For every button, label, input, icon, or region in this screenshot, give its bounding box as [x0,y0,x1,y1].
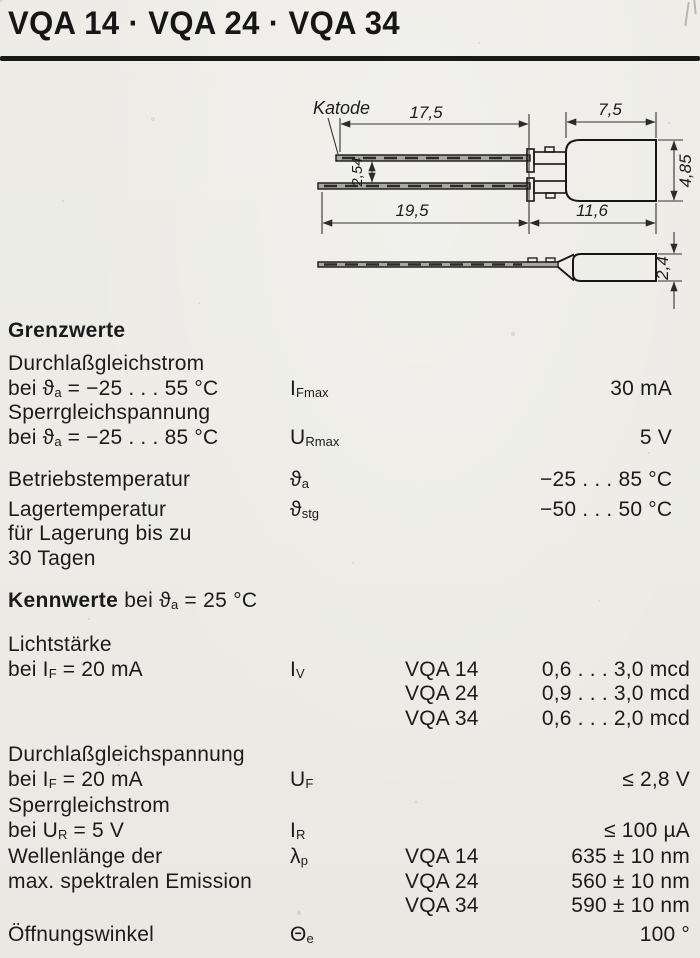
spec-row [8,923,692,948]
spec-label: 30 Tagen [8,546,96,570]
spec-symbol: $\lambda_p$ [290,845,308,868]
led-body [566,140,656,201]
spec-model [405,923,540,948]
spec-row [8,352,692,377]
spec-symbol [290,894,405,919]
spec-value [540,547,692,572]
body-taper [558,255,574,281]
spec-value: 560 ± 10 nm [571,869,690,893]
dim-text-19-5: 19,5 [395,201,429,220]
page-title: VQA 14 · VQA 24 · VQA 34 [8,5,401,42]
lead-post [534,152,566,164]
spec-label: Öffnungswinkel [8,922,154,946]
spec-model [405,743,540,768]
spec-symbol [290,352,405,377]
spec-model [405,352,540,377]
dimension-body-length [530,201,656,234]
spec-row [8,682,692,707]
spec-symbol [290,547,405,572]
kennwerte-heading [8,588,692,613]
spec-value: 100 ° [639,922,690,946]
spec-model [405,401,540,426]
dimension-top-lead [340,103,529,234]
spec-row [8,894,692,919]
package-drawing [300,88,700,312]
spec-model [405,633,540,658]
spec-value: 0,6 . . . 2,0 mcd [541,706,690,730]
spec-row [8,819,692,844]
katode-leader-line [328,118,338,154]
dim-text-11-6: 11,6 [576,201,608,220]
spec-model [405,768,540,793]
spec-model: VQA 14 [405,657,479,681]
spec-label [8,682,290,707]
spec-model: VQA 14 [405,845,479,868]
spec-label: Sperrgleichstrom [8,794,170,817]
lead-post [534,181,566,193]
kennwerte-heading-condition: bei $ϑ_a = 25$ °C [124,589,258,612]
dim-text-2-4: 2,4 [653,256,672,280]
section-grenzwerte [8,318,692,571]
spec-value: 590 ± 10 nm [571,894,690,917]
led-body-edge [573,254,656,281]
spec-label: für Lagerung bis zu [8,522,192,545]
spec-symbol [290,794,405,819]
dim-text-17-5: 17,5 [409,103,443,122]
spec-model [405,522,540,547]
spec-row [8,426,692,451]
spec-model [405,819,540,844]
spec-label: bei $U_R = 5$ V [8,818,125,842]
spec-value [540,352,692,377]
scan-artifact [684,2,689,26]
spec-model [405,468,540,493]
dimension-bottom-lead [322,192,528,234]
dimension-body-diameter [658,140,695,201]
spec-model [405,547,540,572]
spec-symbol [290,401,405,426]
spec-row [8,870,692,895]
spec-symbol: $I_V$ [290,657,305,681]
spec-label: max. spektralen Emission [8,869,253,893]
lead-bump [546,258,555,262]
spec-symbol [290,707,405,732]
spec-row [8,658,692,683]
spec-value: 0,6 . . . 3,0 mcd [541,657,690,681]
spec-row [8,845,692,870]
scan-noise [0,0,2,2]
spec-label: Lagertemperatur [8,497,167,521]
spec-label: Durchlaßgleichstrom [8,352,205,375]
lead-bump [528,258,537,262]
spec-model: VQA 24 [405,682,479,705]
kennwerte-heading-bold: Kennwerte [8,589,119,612]
spec-value [540,522,692,547]
spec-row [8,498,692,523]
spec-symbol [290,682,405,707]
katode-label: Katode [313,98,371,118]
spec-row [8,468,692,493]
spec-row [8,377,692,402]
spec-value: 635 ± 10 nm [571,845,690,868]
spec-value: 5 V [639,425,672,449]
title-rule [0,56,700,61]
scan-artifact [693,0,696,14]
spec-label: Sperrgleichspannung [8,401,211,424]
spec-row [8,707,692,732]
spec-row [8,547,692,572]
spec-value [540,633,692,658]
spec-row [8,401,692,426]
dimension-body-top [566,100,656,138]
spec-value [540,401,692,426]
spec-value: −25 . . . 85 °C [540,468,673,491]
spec-model [405,794,540,819]
spec-symbol [290,743,405,768]
kennwerte-rows [8,633,692,947]
spec-row [8,768,692,793]
spec-value: ≤ 100 µA [604,818,690,842]
spec-symbol [290,522,405,547]
spec-symbol: $U_F$ [290,767,314,791]
spec-symbol: $I_R$ [290,818,306,842]
spec-label [8,894,290,919]
spec-symbol: $I_{Fmax}$ [290,376,329,400]
spec-model [405,377,540,402]
spec-model: VQA 34 [405,894,479,917]
spec-symbol [290,633,405,658]
spec-symbol: $U_{Rmax}$ [290,425,340,449]
spec-model [405,498,540,523]
dim-text-4-85: 4,85 [676,154,695,188]
spec-model: VQA 24 [405,869,479,893]
spec-symbol: $ϑ_{stg}$ [290,497,320,521]
led-edge-view [318,254,656,281]
spec-row [8,743,692,768]
spec-row [8,522,692,547]
spec-symbol: $ϑ_a$ [290,468,309,491]
spec-value: 0,9 . . . 3,0 mcd [541,682,690,705]
section-kennwerte [8,588,692,947]
spec-value: −50 . . . 50 °C [540,497,673,521]
spec-label: Lichtstärke [8,633,112,656]
grenzwerte-rows [8,352,692,571]
spec-value: 30 mA [610,376,672,400]
grenzwerte-heading: Grenzwerte [8,319,126,342]
dim-text-2-54: 2,54 [349,157,366,187]
spec-label: bei $I_F = 20$ mA [8,657,143,681]
spec-label [8,707,290,732]
spec-symbol: $\Theta_e$ [290,922,314,946]
dim-text-7-5: 7,5 [598,100,622,119]
spec-label: Betriebstemperatur [8,468,191,491]
spec-label: Wellenlänge der [8,845,163,868]
spec-value [540,794,692,819]
spec-value [540,743,692,768]
spec-label: bei $I_F = 20$ mA [8,767,143,791]
spec-value: ≤ 2,8 V [622,767,690,791]
spec-label: bei $ϑ_a = -25$ . . . 55 °C [8,376,219,400]
dimension-body-thickness [653,232,682,309]
spec-model: VQA 34 [405,706,479,730]
spec-row [8,633,692,658]
spec-model [405,426,540,451]
spec-row [8,794,692,819]
spec-symbol [290,870,405,895]
spec-label: bei $ϑ_a = -25$ . . . 85 °C [8,425,219,449]
spec-label: Durchlaßgleichspannung [8,743,245,766]
